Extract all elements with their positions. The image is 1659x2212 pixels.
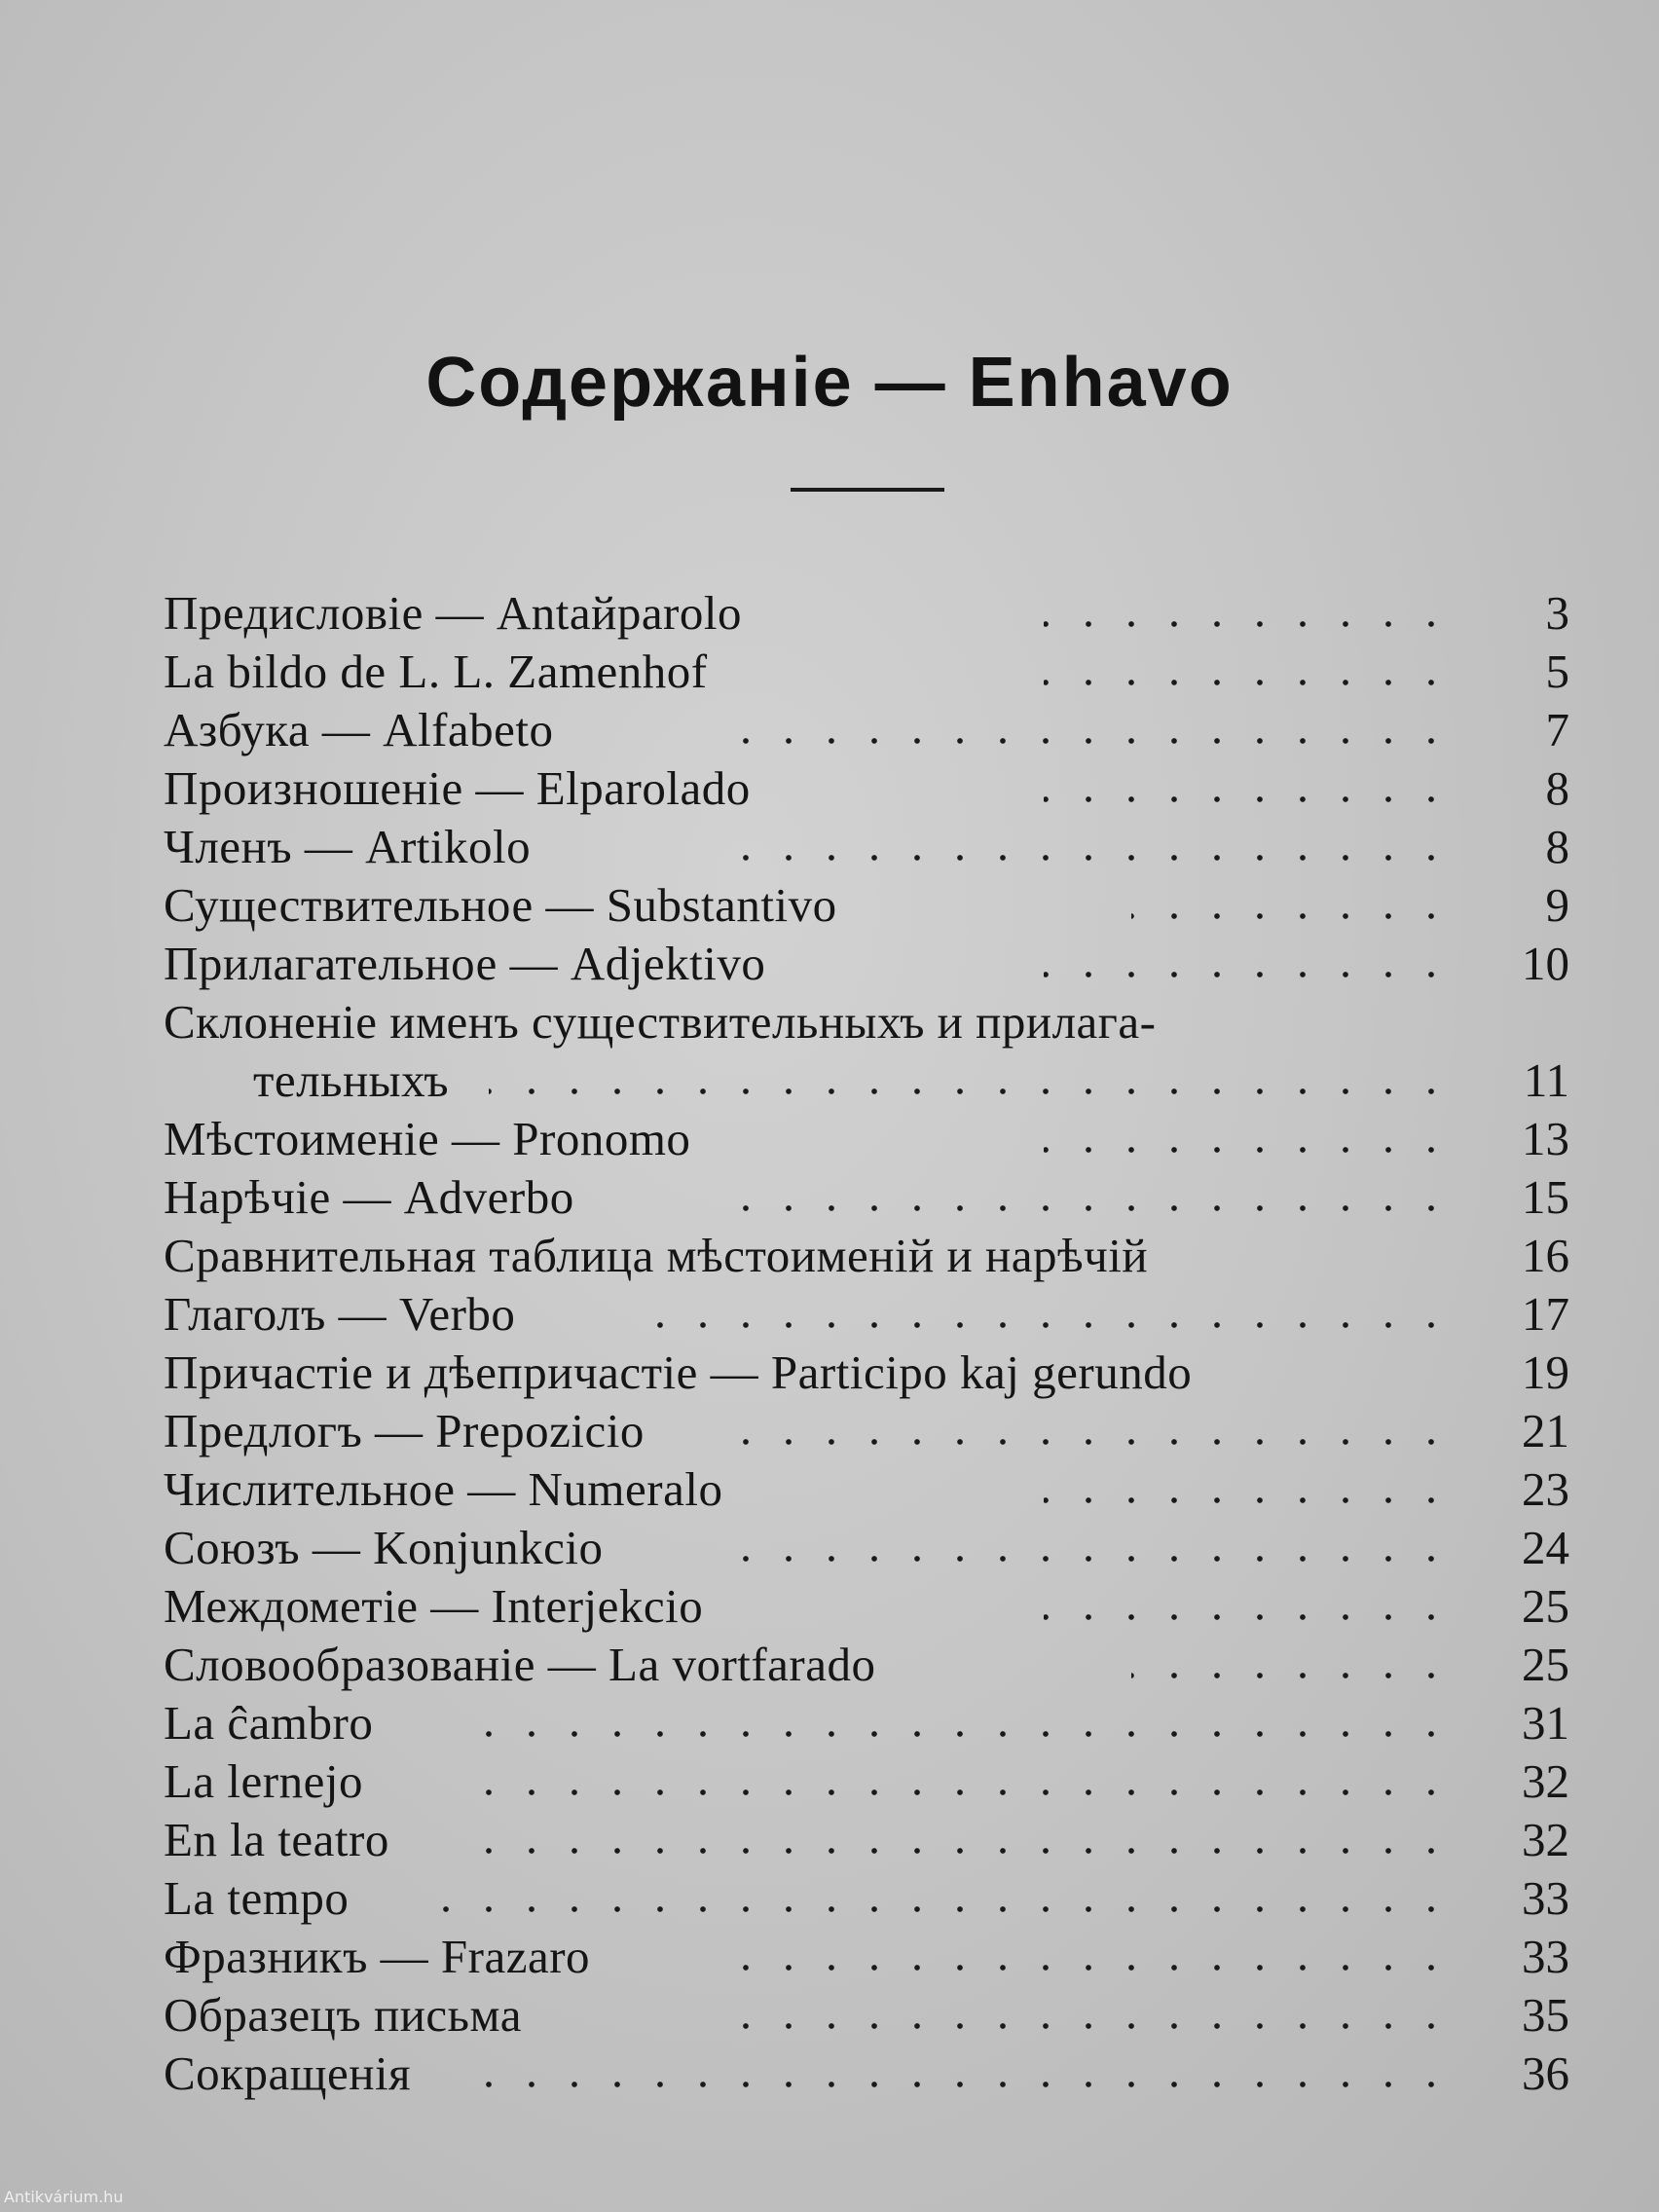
dot-leader (732, 1439, 1453, 1445)
dot-leader (460, 1789, 1453, 1795)
dot-leader (732, 2023, 1453, 2029)
dot-leader (654, 1322, 1453, 1328)
toc-entry (164, 1285, 1569, 1344)
toc-entry-title: Глаголъ — Verbo (164, 1287, 516, 1341)
title-rule (791, 488, 944, 492)
toc-entry (164, 935, 1569, 993)
dot-leader (1044, 621, 1453, 627)
toc-entry (164, 1344, 1569, 1402)
toc-entry (164, 1051, 1569, 1110)
toc-entry (164, 1519, 1569, 1577)
toc-entry (164, 1227, 1569, 1285)
toc-entry (164, 1869, 1569, 1928)
toc-entry (164, 2045, 1569, 2103)
toc-entry-title: Предлогъ — Prepozicio (164, 1404, 645, 1457)
toc-entry-title: Азбука — Alfabeto (164, 703, 554, 756)
dot-leader (1044, 680, 1453, 685)
toc-entry-title: тельныхъ (253, 1053, 450, 1107)
toc-page-number: 10 (1522, 937, 1569, 990)
toc-page-number: 25 (1522, 1579, 1569, 1633)
toc-entry (164, 701, 1569, 759)
toc-page-number: 32 (1522, 1754, 1569, 1808)
toc-entry (164, 1110, 1569, 1168)
toc-page-number: 8 (1545, 820, 1569, 873)
dot-leader (489, 1088, 1453, 1094)
dot-leader (1044, 972, 1453, 977)
toc-page-number: 33 (1522, 1871, 1569, 1925)
toc-page-number: 15 (1522, 1170, 1569, 1224)
toc-entry-title: Предисловіе — Antaйparolo (164, 586, 742, 640)
toc-entry (164, 1694, 1569, 1752)
toc-entry (164, 1928, 1569, 1986)
toc-entry-title: Союзъ — Konjunkcio (164, 1521, 604, 1574)
toc-page-number: 3 (1545, 586, 1569, 640)
toc-entry-title: La ĉambro (164, 1696, 374, 1750)
toc-page-number: 19 (1522, 1346, 1569, 1399)
toc-page-number: 35 (1522, 1988, 1569, 2042)
dot-leader (732, 855, 1453, 861)
toc-entry-title: Произношеніе — Elparolado (164, 761, 751, 815)
toc-entry-title: Числительное — Numeralo (164, 1462, 723, 1516)
dot-leader (1044, 1497, 1453, 1503)
toc-entry-title: La tempo (164, 1871, 350, 1925)
toc-entry-title: Мѣстоименіе — Pronomo (164, 1112, 691, 1165)
toc-page-number: 11 (1523, 1053, 1569, 1107)
toc-entry (164, 584, 1569, 643)
toc-entry-title: La bildo de L. L. Zamenhof (164, 645, 708, 698)
dot-leader (732, 1205, 1453, 1211)
toc-entry (164, 1402, 1569, 1460)
toc-entry-title: Причастіе и дѣепричастіе — Participo kaj gerundo (164, 1346, 1193, 1399)
toc-page-number: 31 (1522, 1696, 1569, 1750)
toc-entry-heading: Склоненіе именъ существительныхъ и прилага- (164, 995, 1157, 1049)
toc-page-number: 36 (1522, 2046, 1569, 2100)
toc-entry (164, 1811, 1569, 1869)
dot-leader (430, 1906, 1453, 1912)
toc-entry (164, 1752, 1569, 1811)
toc-page-number: 32 (1522, 1813, 1569, 1866)
toc-page-number: 16 (1522, 1229, 1569, 1282)
dot-leader (1044, 1147, 1453, 1153)
toc-page-number: 23 (1522, 1462, 1569, 1516)
toc-page-number: 25 (1522, 1638, 1569, 1691)
toc-entry (164, 1460, 1569, 1519)
toc-page-number: 21 (1522, 1404, 1569, 1457)
toc-page-number: 17 (1522, 1287, 1569, 1341)
toc-page-number: 13 (1522, 1112, 1569, 1165)
toc-entry (164, 1168, 1569, 1227)
toc-entry (164, 1986, 1569, 2045)
toc-entry (164, 1636, 1569, 1694)
dot-leader (460, 1731, 1453, 1737)
dot-leader (460, 1848, 1453, 1854)
toc-entry (164, 759, 1569, 818)
toc-entry-title: Членъ — Artikolo (164, 820, 532, 873)
toc-entry (164, 818, 1569, 876)
toc-entry-title: Словообразованіе — La vortfarado (164, 1638, 876, 1691)
toc-page-number: 9 (1545, 878, 1569, 932)
dot-leader (1131, 913, 1453, 919)
toc-entry-title: Сокращенія (164, 2046, 412, 2100)
dot-leader (1044, 796, 1453, 802)
watermark: Antikvárium.hu (4, 2188, 124, 2206)
dot-leader (732, 738, 1453, 744)
toc-entry-title: Прилагательное — Adjektivo (164, 937, 766, 990)
toc-entry-title: Существительное — Substantivo (164, 878, 837, 932)
toc-page-number: 8 (1545, 761, 1569, 815)
toc-entry-title: La lernejo (164, 1754, 363, 1808)
toc-entry-title: Нарѣчіе — Adverbo (164, 1170, 574, 1224)
toc-page-number: 5 (1545, 645, 1569, 698)
toc-entry (164, 876, 1569, 935)
toc-entry-title: Сравнительная таблица мѣстоименій и нарѣчій (164, 1229, 1149, 1282)
toc-entry-title: Образецъ письма (164, 1988, 522, 2042)
dot-leader (732, 1965, 1453, 1971)
toc-entry-title: Фразникъ — Frazaro (164, 1930, 591, 1983)
dot-leader (1131, 1673, 1453, 1678)
toc-entry (164, 1577, 1569, 1636)
table-of-contents (164, 584, 1569, 2103)
toc-page-number: 7 (1545, 703, 1569, 756)
toc-page-number: 24 (1522, 1521, 1569, 1574)
dot-leader (479, 2082, 1453, 2087)
toc-entry-title: Междометіе — Interjekcio (164, 1579, 704, 1633)
toc-entry (164, 643, 1569, 701)
dot-leader (1044, 1614, 1453, 1620)
page-title: Содержаніе — Enhavo (425, 344, 1234, 422)
toc-entry-title: En la teatro (164, 1813, 389, 1866)
toc-page-number: 33 (1522, 1930, 1569, 1983)
dot-leader (732, 1556, 1453, 1562)
